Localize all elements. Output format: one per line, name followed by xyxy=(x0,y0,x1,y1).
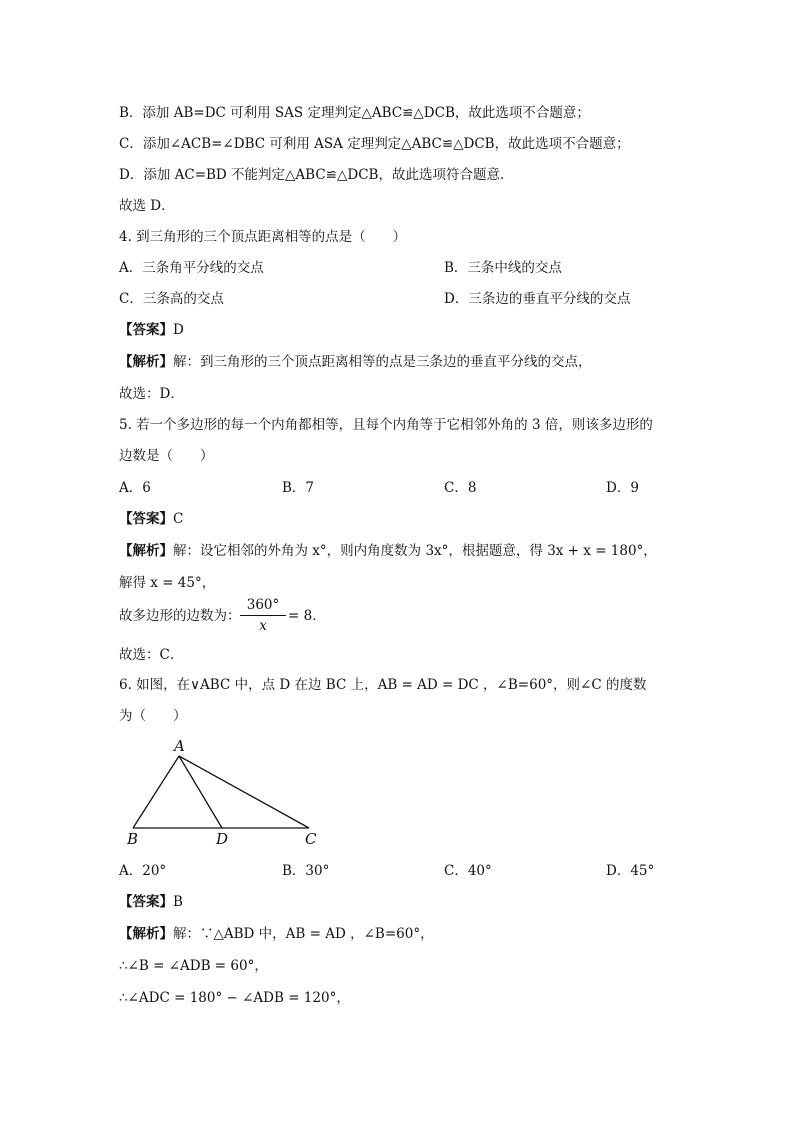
triangle-figure xyxy=(118,736,328,848)
q6-option-c: C．40° xyxy=(444,863,492,879)
q6-analysis-line3: ∴∠ADC = 180° − ∠ADB = 120°， xyxy=(119,990,350,1006)
solution-line-c: C．添加∠ACB=∠DBC 可利用 ASA 定理判定△ABC≌△DCB，故此选项不合题意； xyxy=(119,136,630,152)
answer-tag: 【答案】 xyxy=(119,511,173,527)
label-d: D xyxy=(216,830,229,848)
answer-tag: 【答案】 xyxy=(119,322,173,338)
fraction-denominator: x xyxy=(259,618,267,634)
q4-option-c: C．三条高的交点 xyxy=(119,291,224,307)
q5-analysis-line1 xyxy=(119,542,657,560)
q6-option-d: D．45° xyxy=(606,863,655,879)
analysis-tag: 【解析】 xyxy=(119,926,173,942)
q6-answer: B xyxy=(173,894,183,910)
answer-tag: 【答案】 xyxy=(119,894,173,910)
solution-line-b: B．添加 AB=DC 可利用 SAS 定理判定△ABC≌△DCB，故此选项不合题意； xyxy=(119,105,590,121)
q5-option-c: C．8 xyxy=(444,480,477,496)
segment-ac xyxy=(179,756,309,828)
q6-analysis: 解：∵△ABD 中，AB = AD ，∠B=60°， xyxy=(173,926,434,942)
fraction-result: = 8． xyxy=(288,608,326,624)
analysis-tag: 【解析】 xyxy=(119,543,173,559)
q4-option-b: B．三条中线的交点 xyxy=(444,260,562,276)
segment-ad xyxy=(179,756,222,828)
fraction-numerator: 360° xyxy=(240,596,286,616)
analysis-tag: 【解析】 xyxy=(119,354,173,370)
solution-line-d: D．添加 AC=BD 不能判定△ABC≌△DCB，故此选项符合题意． xyxy=(119,167,514,183)
segment-ab xyxy=(133,756,179,828)
q4-option-d: D．三条边的垂直平分线的交点 xyxy=(444,291,631,307)
q5-answer: C xyxy=(173,511,184,527)
q5-option-a: A．6 xyxy=(119,480,151,496)
q6-option-a: A．20° xyxy=(119,863,167,879)
q6-analysis-line1 xyxy=(119,925,434,943)
solution-conclusion: 故选 D． xyxy=(119,198,175,214)
q4-analysis: 解：到三角形的三个顶点距离相等的点是三条边的垂直平分线的交点， xyxy=(173,354,592,370)
label-a: A xyxy=(174,737,185,755)
q4-answer-line xyxy=(119,321,184,339)
q5-conclusion: 故选：C． xyxy=(119,647,184,663)
q5-option-d: D．9 xyxy=(606,480,639,496)
q4-answer: D xyxy=(173,322,184,338)
q5-analysis-line2: 解得 x = 45°， xyxy=(119,575,216,591)
q5-fraction xyxy=(240,596,286,635)
q4-analysis-line xyxy=(119,353,592,371)
q5-analysis: 解：设它相邻的外角为 x°，则内角度数为 3x°，根据题意，得 3x + x = 180°， xyxy=(173,543,657,559)
q6-stem-line2: 为（ ） xyxy=(119,708,187,724)
q5-answer-line xyxy=(119,510,183,528)
q4-option-a: A．三条角平分线的交点 xyxy=(119,260,264,276)
q4-conclusion: 故选：D． xyxy=(119,386,184,402)
q6-answer-line xyxy=(119,893,183,911)
q6-analysis-line2: ∴∠B = ∠ADB = 60°， xyxy=(119,958,268,974)
label-c: C xyxy=(305,830,317,848)
q5-stem-line1: 5. 若一个多边形的每一个内角都相等，且每个内角等于它相邻外角的 3 倍，则该多边形的 xyxy=(119,417,653,433)
q4-stem: 4. 到三角形的三个顶点距离相等的点是（ ） xyxy=(119,229,407,245)
q6-option-b: B．30° xyxy=(282,863,330,879)
q6-stem-line1: 6. 如图，在∨ABC 中，点 D 在边 BC 上，AB = AD = DC ，∠B=60°，则∠C 的度数 xyxy=(119,677,647,693)
q5-analysis-line3: 故多边形的边数为： xyxy=(119,608,241,624)
q5-option-b: B．7 xyxy=(282,480,315,496)
label-b: B xyxy=(127,830,139,848)
q5-stem-line2: 边数是（ ） xyxy=(119,448,214,464)
